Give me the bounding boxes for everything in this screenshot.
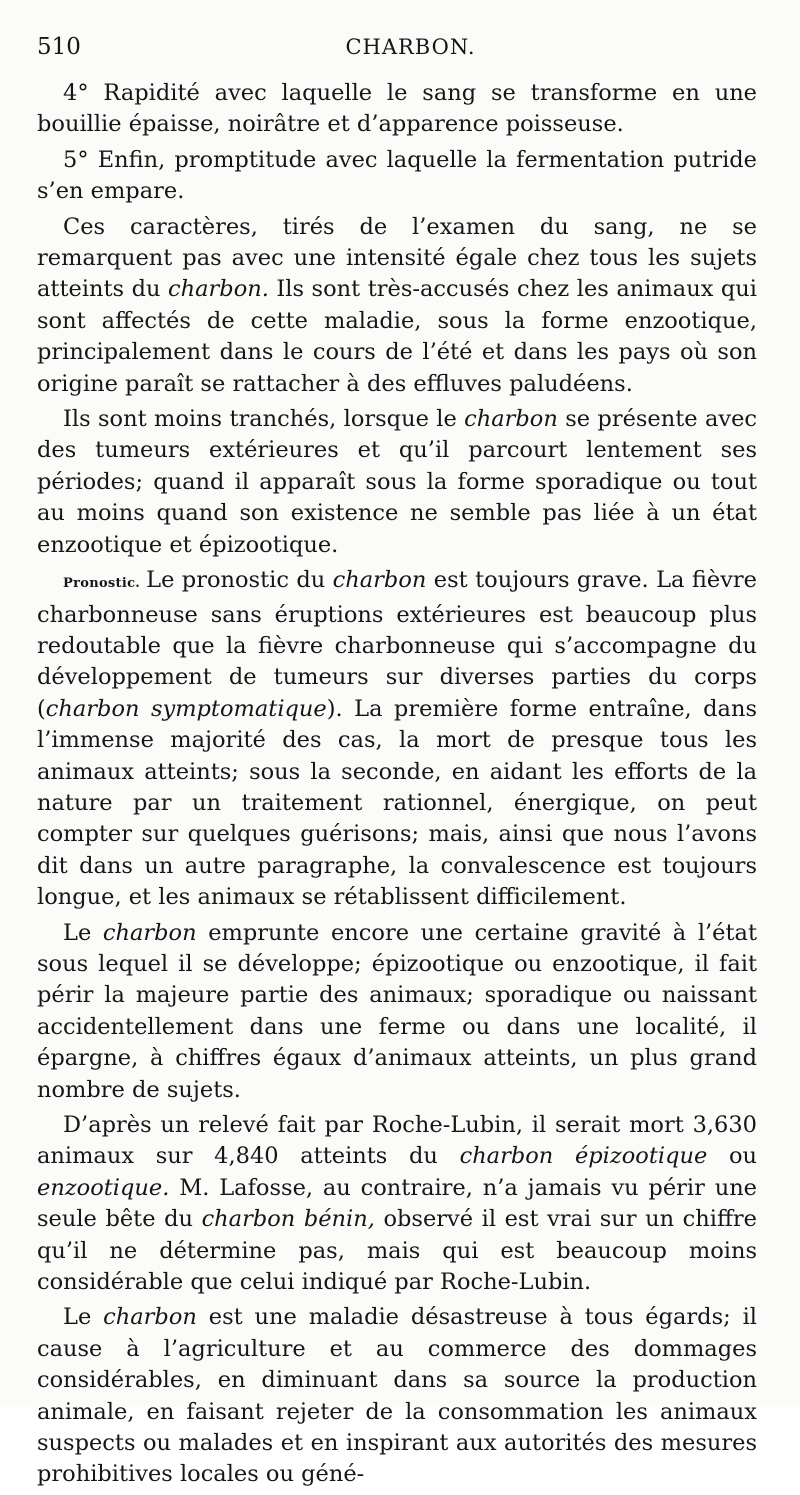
italic-text: charbon [332,567,427,594]
italic-text: charbon symptomatique [45,695,327,722]
paragraph [37,404,757,561]
text-run: D’après un relevé fait par Roche-Lubin, il serait mort 3,630 animaux sur 4,840 atteints du [37,1112,757,1170]
text-run: 4° Rapidité avec laquelle le sang se transforme en une bouillie épaisse, noirâtre et d’apparence poisseuse. [37,80,757,138]
text-run: se présente avec des tumeurs extérieures et qu’il parcourt lentement ses périodes; quand il apparaît sous la forme sporadique ou tout au moins quand son existence ne semble pas liée à un état enzootique et épizootique. [37,406,758,558]
italic-text: charbon bénin, [201,1206,375,1233]
text-run: ). La première forme entraîne, dans l’immense majorité des cas, la mort de presque tous les animaux atteints; sous la seconde, en aidant les efforts de la nature par un traitement rationnel, énergique, on peut compter sur quelques guérisons; mais, ainsi que nous l’avons dit dans un autre paragraphe, la convalescence est toujours longue, et les animaux se rétablissent difficilement. [37,695,758,911]
italic-text: enzootique. [37,1174,170,1201]
paragraph [37,145,757,208]
text-run: ou [707,1143,757,1170]
running-title: CHARBON. [345,35,476,59]
text-run: Le [63,919,103,946]
paragraph [37,1302,757,1490]
text-run: Ces caractères, tirés de l’examen du sang, ne se remarquent pas avec une intensité égale chez tous les sujets atteints du [37,213,757,303]
text-run: est une maladie désastreuse à tous égards; il cause à l’agriculture et au commerce des dommages considérables, en diminuant dans sa source la production animale, en faisant rejeter de la consommation les animaux suspects ou malades et en inspirant aux autorités des mesures prohibitives locales ou géné- [37,1304,757,1488]
text-run: est toujours grave. La fièvre charbonneuse sans éruptions extérieures est beaucoup plus redoutable que la fièvre charbonneuse qui s’accompagne du développement de tumeurs sur diverses parties du corps ( [37,567,757,722]
text-run: Le pronostic du [146,567,333,594]
paragraph [37,212,757,400]
prognosis-paragraph [37,565,757,913]
text-run: observé il est vrai sur un chiffre qu’il ne détermine pas, mais qui est beaucoup moins considérable que celui indiqué par Roche-Lubin. [37,1206,757,1296]
italic-text: charbon [103,1304,197,1331]
text-run: emprunte encore une certaine gravité à l’état sous lequel il se développe; épizootique ou enzootique, il fait périr la majeure partie des animaux; sporadique ou naissant accidentellement dans une ferme ou dans une localité, il épargne, à chiffres égaux d’animaux atteints, un plus grand nombre de sujets. [37,919,757,1103]
text-run: Ils sont moins tranchés, lorsque le [63,406,465,433]
italic-text: charbon [464,406,558,433]
paragraph [37,918,757,1106]
page-number: 510 [37,34,81,60]
italic-text: charbon [102,919,197,946]
text-run: 5° Enfin, promptitude avec laquelle la fermentation putride s’en empare. [37,146,757,205]
text-run: M. Lafosse, au contraire, n’a jamais vu périr une seule bête du [37,1174,757,1233]
italic-text: charbon épizootique [459,1143,708,1170]
paragraph [37,1110,757,1298]
body-text [37,78,757,1495]
text-run: Ils sont très-accusés chez les animaux qui sont affectés de cette maladie, sous la forme enzootique, principalement dans le cours de l’été et dans les pays où son origine paraît se rattacher à des effluves paludéens. [37,276,757,397]
paragraph [37,78,757,141]
text-run: Le [63,1304,104,1331]
page-header [37,32,760,66]
sidehead-label: Pronostic. [63,576,141,592]
italic-text: charbon. [168,276,269,303]
